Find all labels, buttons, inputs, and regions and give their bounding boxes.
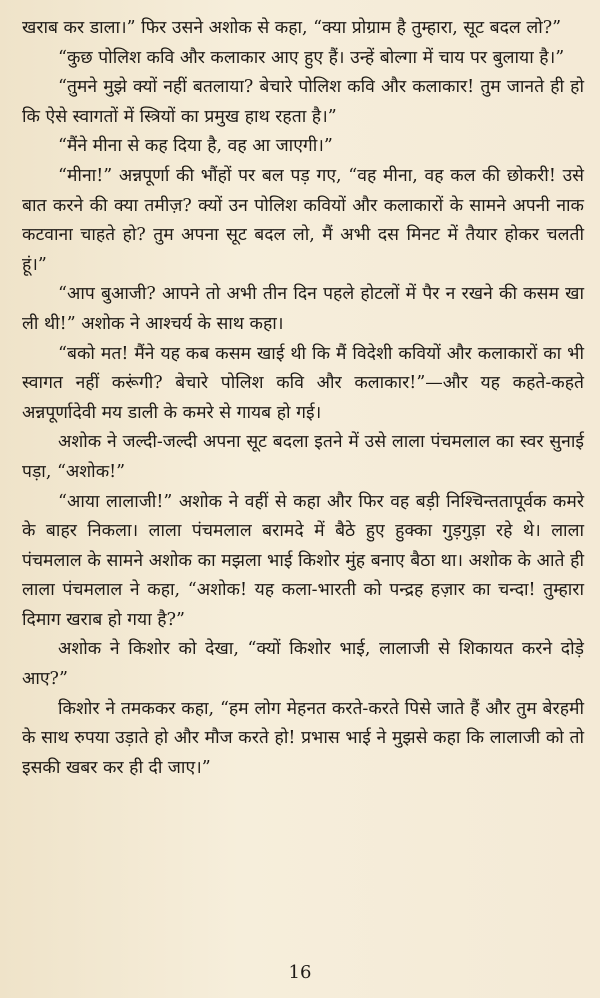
paragraph-7: “बको मत! मैंने यह कब कसम खाई थी कि मैं विदेशी कवियों और कलाकारों का भी स्वागत नहीं करूंगी? बेचारे पोलिश कवि और कलाकार!”—और यह कहते-कहते अन्नपूर्णादेवी मय डाली के कमरे से गायब हो गई।	[22, 343, 584, 423]
paragraph-1: खराब कर डाला।” फिर उसने अशोक से कहा, “क्या प्रोग्राम है तुम्हारा, सूट बदल लो?”	[22, 18, 562, 38]
paragraph-3: “तुमने मुझे क्यों नहीं बतलाया? बेचारे पोलिश कवि और कलाकार! तुम जानते ही हो कि ऐसे स्वागतों में स्त्रियों का प्रमुख हाथ रहता है।”	[22, 77, 584, 127]
paragraph-8: अशोक ने जल्दी-जल्दी अपना सूट बदला इतने में उसे लाला पंचमलाल का स्वर सुनाई पड़ा, “अशोक!”	[22, 432, 584, 482]
page-number: 16	[288, 962, 312, 983]
paragraph-6: “आप बुआजी? आपने तो अभी तीन दिन पहले होटलों में पैर न रखने की कसम खा ली थी!” अशोक ने आश्चर्य के साथ कहा।	[22, 284, 584, 334]
page-body-text	[22, 14, 584, 783]
paragraph-10: अशोक ने किशोर को देखा, “क्यों किशोर भाई, लालाजी से शिकायत करने दोड़े आए?”	[22, 639, 584, 690]
paragraph-9: “आया लालाजी!” अशोक ने वहीं से कहा और फिर वह बड़ी निश्चिन्ततापूर्वक कमरे के बाहर निकला। लाला पंचमलाल बरामदे में बैठे हुए हुक्का गुड़गुड़ा रहे थे। लाला पंचमलाल के सामने अशोक का मझला भाई किशोर मुंह बनाए बैठा था। अशोक के आते ही लाला पंचमलाल ने कहा, “अशोक! यह कला-भारती को पन्द्रह हज़ार का चन्दा! तुम्हारा दिमाग खराब हो गया है?”	[22, 491, 584, 630]
paragraph-4: “मैंने मीना से कह दिया है, वह आ जाएगी।”	[58, 136, 333, 157]
paragraph-5: “मीना!” अन्नपूर्णा की भौंहों पर बल पड़ गए, “वह मीना, वह कल की छोकरी! उसे बात करने की क्या तमीज़? क्यों उन पोलिश कवियों और कलाकारों के सामने अपनी नाक कटवाना चाहते हो? तुम अपना सूट बदल लो, मैं अभी दस मिनट में तैयार होकर चलती हूं।”	[22, 165, 584, 275]
paragraph-11: किशोर ने तमककर कहा, “हम लोग मेहनत करते-करते पिसे जाते हैं और तुम बेरहमी के साथ रुपया उड़ाते हो और मौज करते हो! प्रभास भाई ने मुझसे कहा कि लालाजी को तो इसकी खबर कर ही दी जाए।”	[22, 698, 584, 778]
paragraph-2: “कुछ पोलिश कवि और कलाकार आए हुए हैं। उन्हें बोल्गा में चाय पर बुलाया है।”	[58, 47, 565, 68]
